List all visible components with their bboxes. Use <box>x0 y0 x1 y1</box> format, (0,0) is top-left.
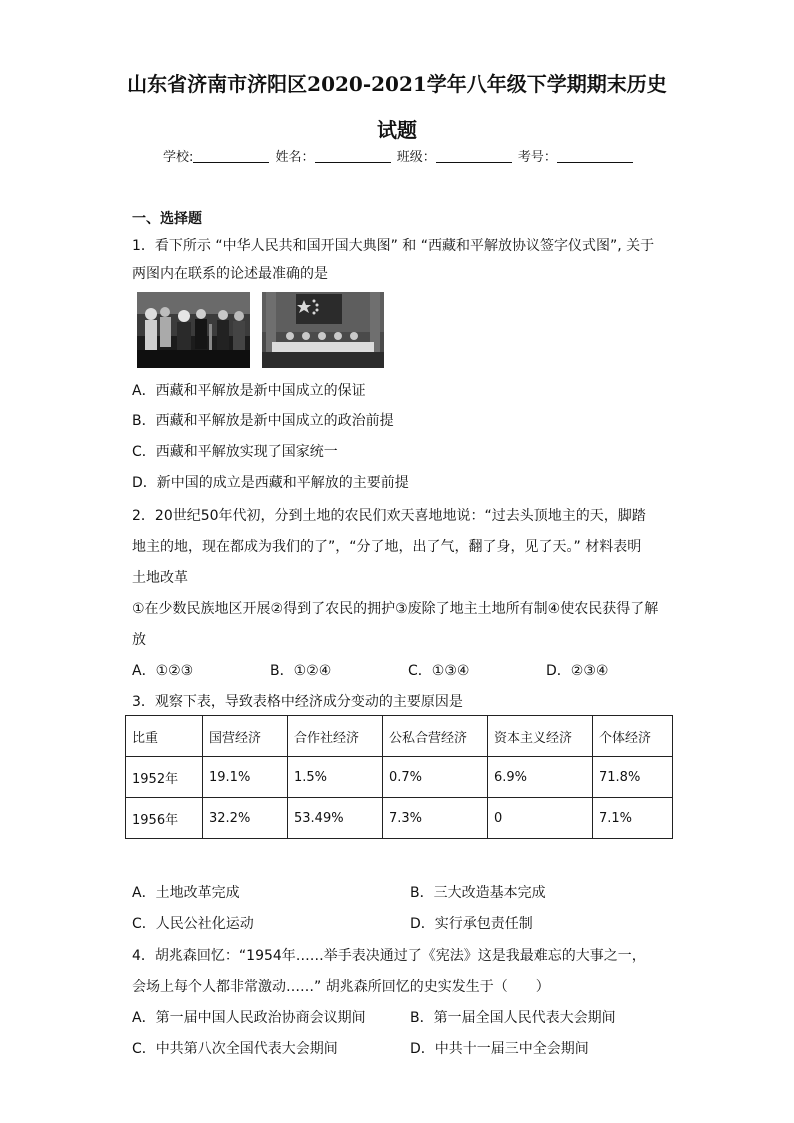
table-header-cell: 合作社经济 <box>288 716 383 757</box>
exam-title-line2: 试题 <box>377 118 417 142</box>
table-cell: 0 <box>488 798 593 839</box>
q1-option-d[interactable]: D．新中国的成立是西藏和平解放的主要前提 <box>132 475 409 491</box>
exam-number-blank[interactable] <box>557 149 633 163</box>
student-info-line <box>163 146 635 165</box>
school-label: 学校: <box>163 150 194 165</box>
q1-option-c[interactable]: C．西藏和平解放实现了国家统一 <box>132 444 338 460</box>
table-cell: 1.5% <box>288 757 383 798</box>
tibet-agreement-signing-photo <box>262 292 384 368</box>
q1-option-a[interactable]: A．西藏和平解放是新中国成立的保证 <box>132 383 366 399</box>
table-header-row <box>126 716 673 757</box>
q4-option-a[interactable]: A．第一届中国人民政治协商会议期间 <box>132 1010 366 1026</box>
q2-statements-line1: ①在少数民族地区开展②得到了农民的拥护③废除了地主土地所有制④使农民获得了解 <box>132 601 659 617</box>
q4-stem-line2: 会场上每个人都非常激动……” 胡兆森所回忆的史实发生于（ ） <box>132 979 550 995</box>
school-blank[interactable] <box>193 149 269 163</box>
table-header-cell: 国营经济 <box>203 716 288 757</box>
table-header-cell: 公私合营经济 <box>383 716 488 757</box>
table-header-cell: 个体经济 <box>593 716 673 757</box>
q1-stem-line1: 1．看下所示 “中华人民共和国开国大典图” 和 “西藏和平解放协议签字仪式图”, 关于 <box>132 238 655 254</box>
table-row <box>126 757 673 798</box>
table-cell: 6.9% <box>488 757 593 798</box>
table-cell: 7.1% <box>593 798 673 839</box>
q2-option-b[interactable]: B．①②④ <box>270 663 332 679</box>
q2-option-a[interactable]: A．①②③ <box>132 663 194 679</box>
q1-option-b[interactable]: B．西藏和平解放是新中国成立的政治前提 <box>132 413 394 429</box>
table-cell: 71.8% <box>593 757 673 798</box>
exam-title-line1: 山东省济南市济阳区2020-2021学年八年级下学期期末历史 <box>127 72 667 96</box>
q1-stem-line2: 两图内在联系的论述最准确的是 <box>132 266 328 282</box>
q4-option-c[interactable]: C．中共第八次全国代表大会期间 <box>132 1041 338 1057</box>
q4-stem-line1: 4．胡兆森回忆：“1954年……举手表决通过了《宪法》这是我最难忘的大事之一， <box>132 948 646 964</box>
q3-stem: 3．观察下表，导致表格中经济成分变动的主要原因是 <box>132 694 463 710</box>
q2-statements-line2: 放 <box>132 632 146 648</box>
table-cell: 53.49% <box>288 798 383 839</box>
q2-stem-line1: 2．20世纪50年代初，分到土地的农民们欢天喜地地说：“过去头顶地主的天，脚踏 <box>132 508 646 524</box>
q2-stem-line3: 土地改革 <box>132 570 188 586</box>
q3-option-b[interactable]: B．三大改造基本完成 <box>410 885 546 901</box>
q3-option-c[interactable]: C．人民公社化运动 <box>132 916 254 932</box>
table-cell: 32.2% <box>203 798 288 839</box>
name-label: 姓名： <box>275 150 315 165</box>
table-cell: 7.3% <box>383 798 488 839</box>
exam-number-label: 考号： <box>517 150 557 165</box>
q4-option-d[interactable]: D．中共十一届三中全会期间 <box>410 1041 589 1057</box>
table-cell: 1952年 <box>126 757 203 798</box>
table-header-cell: 比重 <box>126 716 203 757</box>
founding-ceremony-photo <box>137 292 250 368</box>
q3-option-a[interactable]: A．土地改革完成 <box>132 885 240 901</box>
table-cell: 0.7% <box>383 757 488 798</box>
table-cell: 19.1% <box>203 757 288 798</box>
q2-option-c[interactable]: C．①③④ <box>408 663 470 679</box>
q2-option-d[interactable]: D．②③④ <box>546 663 609 679</box>
table-header-cell: 资本主义经济 <box>488 716 593 757</box>
class-label: 班级： <box>396 150 436 165</box>
name-blank[interactable] <box>315 149 391 163</box>
table-row <box>126 798 673 839</box>
table-cell: 1956年 <box>126 798 203 839</box>
section-heading: 一、选择题 <box>132 211 202 227</box>
q2-stem-line2: 地主的地，现在都成为我们的了”，“分了地，出了气，翻了身，见了天。” 材料表明 <box>132 539 642 555</box>
class-blank[interactable] <box>436 149 512 163</box>
q4-option-b[interactable]: B．第一届全国人民代表大会期间 <box>410 1010 616 1026</box>
economy-share-table <box>125 715 673 839</box>
q3-option-d[interactable]: D．实行承包责任制 <box>410 916 533 932</box>
